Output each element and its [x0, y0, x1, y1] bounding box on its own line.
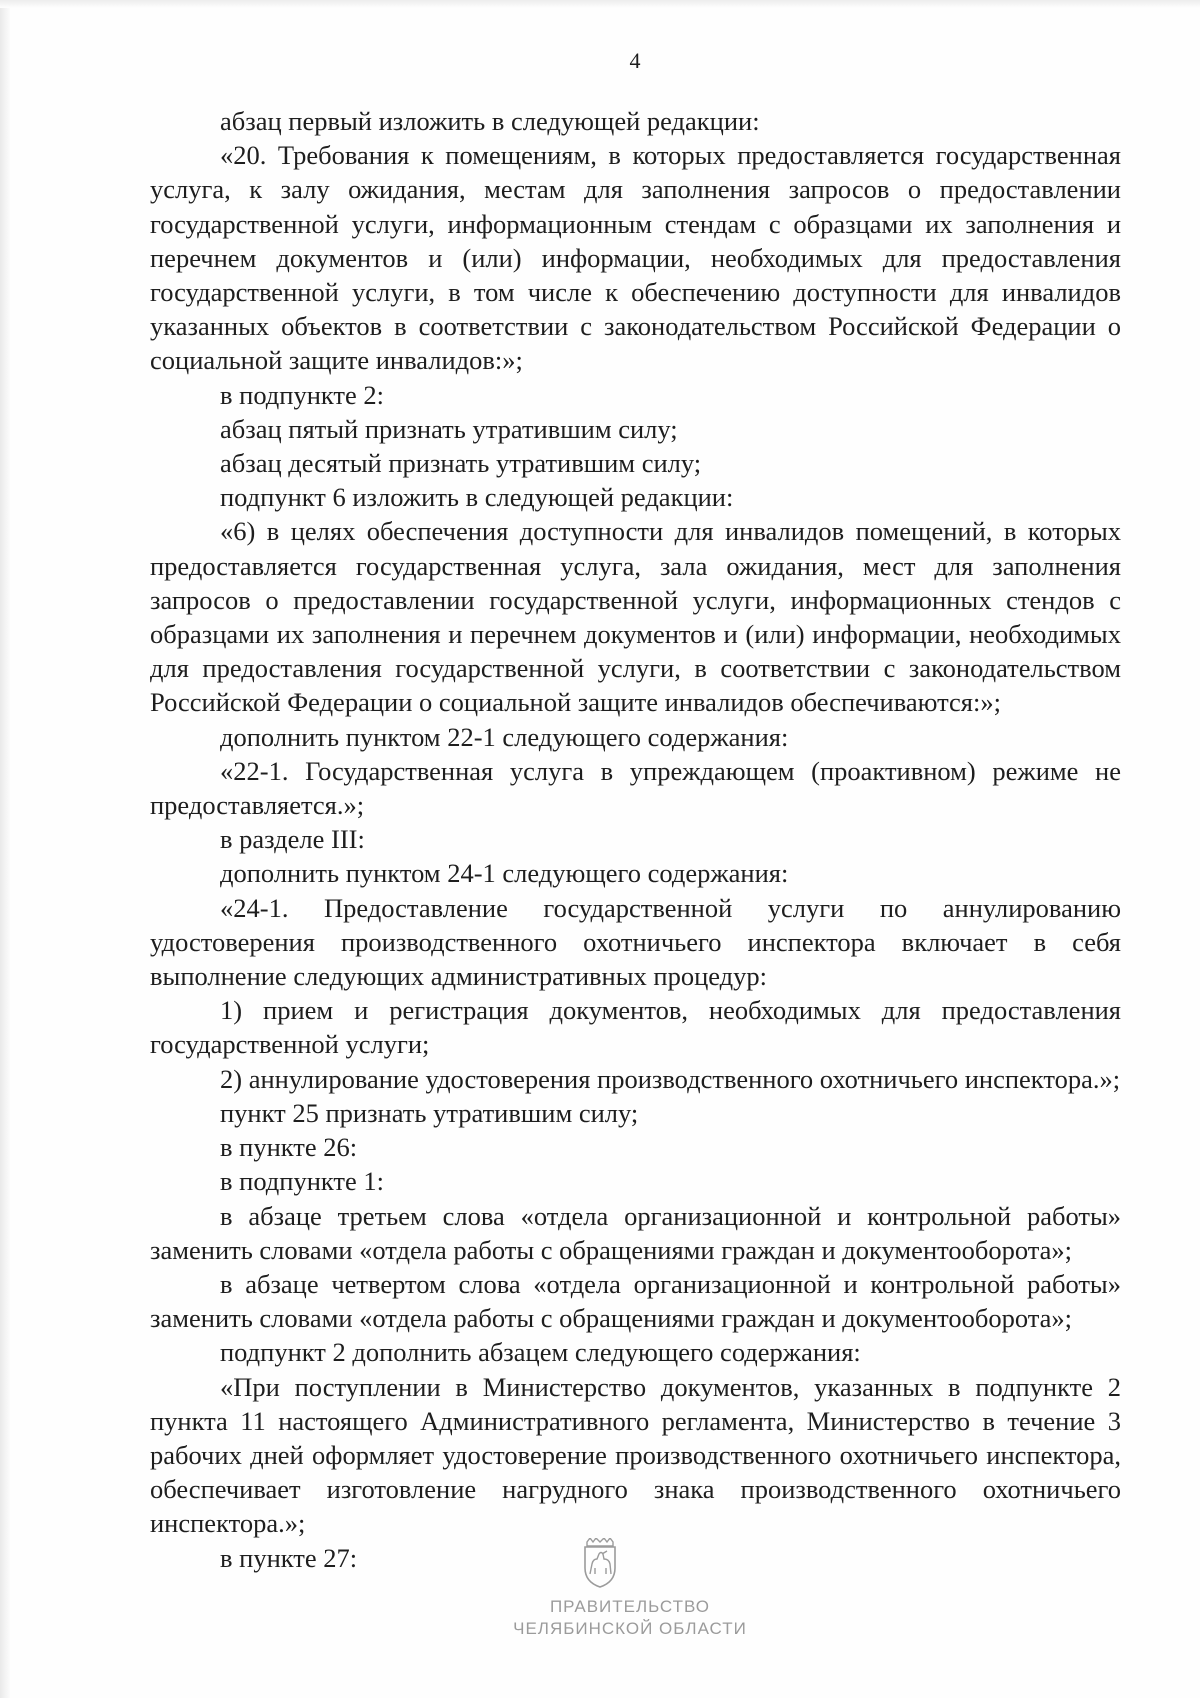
paragraph: в абзаце четвертом слова «отдела организационной и контрольной работы» заменить словами «отдела работы с обращениями граждан и документооборота»;: [150, 1268, 1121, 1334]
paragraph: дополнить пунктом 22-1 следующего содержания:: [220, 721, 789, 752]
paragraph: подпункт 6 изложить в следующей редакции:: [220, 482, 734, 513]
paragraph: в подпункте 1:: [220, 1166, 385, 1197]
paragraph: в разделе III:: [220, 824, 365, 855]
paragraph: «6) в целях обеспечения доступности для инвалидов помещений, в которых предоставляется государственная услуга, зала ожидания, мест для заполнения запросов о предоставлении государственной услуги, информационных стендов с образцами их заполнения и перечнем документов и (или) информации, необходимых для предоставления государственной услуги, в соответствии с законодательством Российской Федерации о социальной защите инвалидов обеспечиваются:»;: [150, 516, 1121, 718]
paragraph: «22-1. Государственная услуга в упреждающем (проактивном) режиме не предоставляется.»;: [150, 755, 1121, 821]
paragraph: «20. Требования к помещениям, в которых предоставляется государственная услуга, к залу ожидания, местам для заполнения запросов о предоставлении государственной услуги, информационным стендам с образцами их заполнения и перечнем документов и (или) информации, необходимых для предоставления государственной услуги, в том числе к обеспечению доступности для инвалидов указанных объектов в соответствии с законодательством Российской Федерации о социальной защите инвалидов:»;: [150, 140, 1121, 376]
scan-edge-left: [0, 0, 10, 1698]
body-text: [150, 104, 1121, 1575]
paragraph: подпункт 2 дополнить абзацем следующего содержания:: [220, 1337, 861, 1368]
coat-of-arms-camel-icon: [573, 1538, 627, 1588]
paragraph: в абзаце третьем слова «отдела организационной и контрольной работы» заменить словами «отдела работы с обращениями граждан и документооборота»;: [150, 1200, 1121, 1265]
paragraph: дополнить пунктом 24-1 следующего содержания:: [220, 858, 789, 889]
paragraph: 2) аннулирование удостоверения производственного охотничьего инспектора.»;: [220, 1063, 1121, 1094]
government-watermark: [0, 1538, 1200, 1639]
paragraph: абзац пятый признать утратившим силу;: [220, 413, 678, 444]
paragraph: 1) прием и регистрация документов, необходимых для предоставления государственной услуги;: [150, 995, 1121, 1060]
scan-edge-top: [0, 0, 1200, 8]
page-number: 4: [629, 48, 641, 73]
paragraph: в пункте 27:: [220, 1542, 358, 1573]
paragraph: в пункте 26:: [220, 1132, 358, 1163]
paragraph: «24-1. Предоставление государственной услуги по аннулированию удостоверения производственного охотничьего инспектора включает в себя выполнение следующих административных процедур:: [150, 892, 1121, 992]
paragraph: абзац десятый признать утратившим силу;: [220, 448, 702, 479]
paragraph: «При поступлении в Министерство документов, указанных в подпункте 2 пункта 11 настоящего Административного регламента, Министерство в течение 3 рабочих дней оформляет удостоверение производственного охотничьего инспектора, обеспечивает изготовление нагрудного знака производственного охотничьего инспектора.»;: [150, 1371, 1121, 1539]
watermark-line-2: ЧЕЛЯБИНСКОЙ ОБЛАСТИ: [513, 1619, 747, 1638]
paragraph: пункт 25 признать утратившим силу;: [220, 1097, 639, 1128]
paragraph: в подпункте 2:: [220, 379, 385, 410]
watermark-line-1: ПРАВИТЕЛЬСТВО: [549, 1597, 711, 1616]
paragraph: абзац первый изложить в следующей редакции:: [220, 106, 760, 136]
